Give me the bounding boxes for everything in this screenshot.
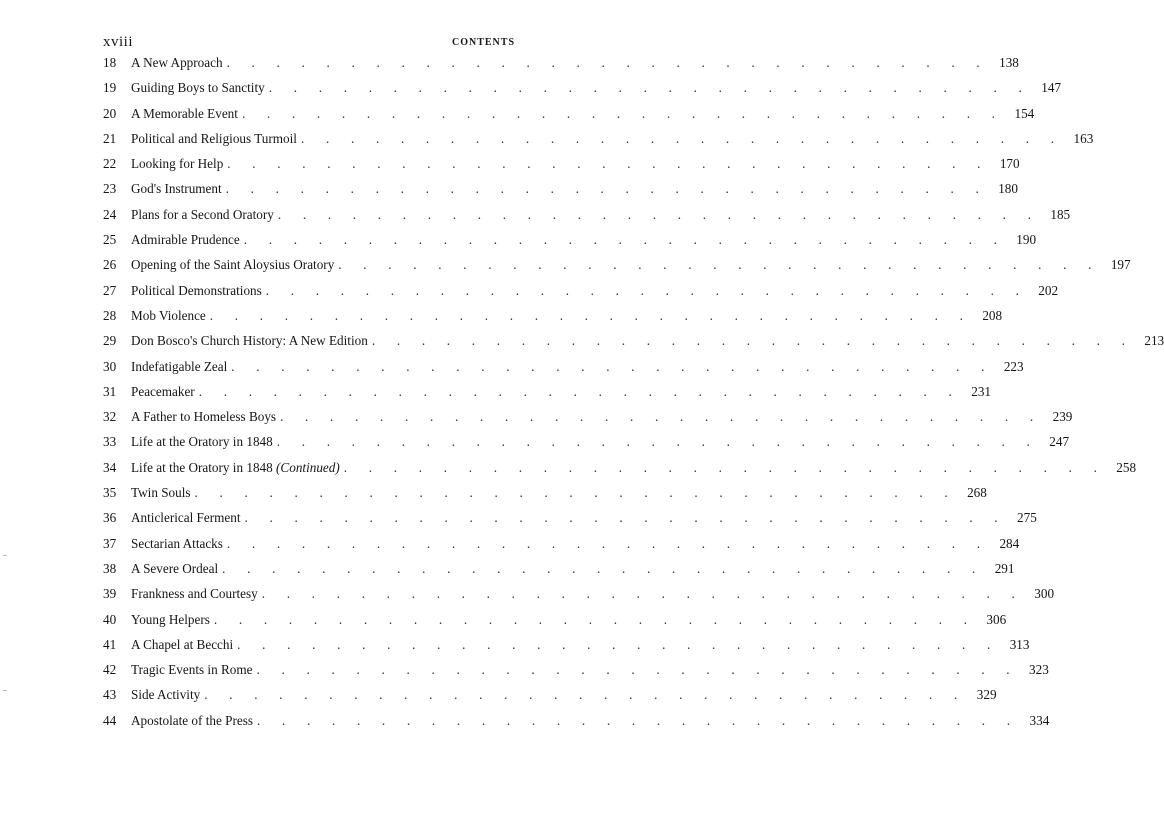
chapter-title-text: Sectarian Attacks <box>131 535 223 551</box>
dot-leader: . . . . . . . . . . . . . . . . . . . . . . . . . . . . . . . <box>343 459 1107 475</box>
dot-leader: . . . . . . . . . . . . . . . . . . . . . . . . . . . . . . . <box>204 687 967 703</box>
chapter-number: 40 <box>103 611 117 627</box>
chapter-number: 24 <box>103 206 117 222</box>
toc-entry <box>103 333 1164 358</box>
chapter-title-text: Looking for Help <box>131 156 224 172</box>
chapter-page-number: 138 <box>999 55 1019 70</box>
margin-mark <box>3 690 7 691</box>
chapter-title-text: God's Instrument <box>131 181 222 197</box>
chapter-number: 25 <box>103 232 117 248</box>
chapter-page-number: 334 <box>1029 712 1050 728</box>
toc-entry <box>103 535 1020 561</box>
toc-entry <box>103 662 1049 687</box>
toc-entry <box>103 636 1030 662</box>
chapter-title <box>131 662 253 678</box>
chapter-title-text: Frankness and Courtesy <box>131 586 258 602</box>
dot-leader: . . . . . . . . . . . . . . . . . . . . . . . . . . . . . . . <box>261 586 1025 602</box>
chapter-title-text: A New Approach <box>131 55 223 70</box>
chapter-title <box>131 333 368 349</box>
dot-leader: . . . . . . . . . . . . . . . . . . . . . . . . . . . . . . . <box>265 282 1029 298</box>
toc-entry <box>103 459 1137 485</box>
chapter-page-number: 258 <box>1116 459 1137 475</box>
chapter-title <box>131 713 253 729</box>
chapter-number: 41 <box>103 636 117 652</box>
chapter-title-text: Guiding Boys to Sanctity <box>131 80 265 96</box>
toc-entry <box>103 434 1070 459</box>
chapter-number: 38 <box>103 560 117 576</box>
chapter-number: 26 <box>103 257 117 273</box>
chapter-title <box>131 409 276 425</box>
chapter-title-text: Peacemaker <box>131 383 195 399</box>
chapter-title-text: Political Demonstrations <box>131 282 262 298</box>
chapter-page-number: 306 <box>986 611 1007 627</box>
chapter-number: 39 <box>103 586 117 602</box>
dot-leader: . . . . . . . . . . . . . . . . . . . . . . . . . . . . . . . <box>226 535 990 551</box>
chapter-title-text: Tragic Events in Rome <box>131 662 253 678</box>
chapter-number: 29 <box>103 333 117 349</box>
dot-leader: . . . . . . . . . . . . . . . . . . . . . . . . . . . . . . . <box>226 55 989 70</box>
chapter-page-number: 197 <box>1110 257 1131 273</box>
chapter-page-number: 284 <box>999 535 1020 551</box>
chapter-number: 36 <box>103 510 117 526</box>
dot-leader: . . . . . . . . . . . . . . . . . . . . . . . . . . . . . . . <box>225 181 988 197</box>
chapter-title <box>131 207 274 223</box>
chapter-page-number: 291 <box>994 560 1015 576</box>
toc-entry <box>103 560 1015 586</box>
chapter-number: 27 <box>103 282 117 298</box>
chapter-number: 23 <box>103 181 117 197</box>
chapter-title <box>131 232 240 248</box>
toc-entry <box>103 586 1055 611</box>
dot-leader: . . . . . . . . . . . . . . . . . . . . . . . . . . . . . . . <box>300 130 1064 146</box>
chapter-title-text: Life at the Oratory in 1848 <box>131 434 273 450</box>
chapter-title-text: Admirable Prudence <box>131 232 240 248</box>
chapter-title <box>131 510 241 526</box>
dot-leader: . . . . . . . . . . . . . . . . . . . . . . . . . . . . . . . <box>338 257 1101 273</box>
chapter-page-number: 147 <box>1041 80 1062 96</box>
chapter-number: 31 <box>103 383 117 399</box>
chapter-title <box>131 637 233 653</box>
chapter-title <box>131 561 218 577</box>
chapter-title-text: Mob Violence <box>131 307 206 323</box>
chapter-number: 34 <box>103 459 117 475</box>
dot-leader: . . . . . . . . . . . . . . . . . . . . . . . . . . . . . . . <box>244 510 1007 526</box>
chapter-title-text: Indefatigable Zeal <box>131 358 228 374</box>
toc-entry <box>103 307 1003 333</box>
dot-leader: . . . . . . . . . . . . . . . . . . . . . . . . . . . . . . . <box>256 662 1019 678</box>
dot-leader: . . . . . . . . . . . . . . . . . . . . . . . . . . . . . . . <box>194 485 957 501</box>
chapter-title-suffix: (Continued) <box>276 459 340 475</box>
chapter-number: 18 <box>103 55 117 70</box>
dot-leader: . . . . . . . . . . . . . . . . . . . . . . . . . . . . . . . <box>222 560 985 576</box>
chapter-page-number: 154 <box>1014 105 1035 121</box>
chapter-title <box>131 55 223 71</box>
dot-leader: . . . . . . . . . . . . . . . . . . . . . . . . . . . . . . . <box>209 307 973 323</box>
page-header <box>103 34 515 52</box>
chapter-page-number: 213 <box>1144 333 1164 349</box>
chapter-title-text: Young Helpers <box>131 611 210 627</box>
chapter-number: 28 <box>103 307 117 323</box>
chapter-title <box>131 586 258 602</box>
chapter-title <box>131 460 340 476</box>
dot-leader: . . . . . . . . . . . . . . . . . . . . . . . . . . . . . . . <box>371 333 1135 349</box>
toc-entry <box>103 358 1024 384</box>
chapter-title-text: Don Bosco's Church History: A New Edition <box>131 333 368 349</box>
chapter-page-number: 300 <box>1034 586 1055 602</box>
toc-entry <box>103 232 1037 257</box>
chapter-title <box>131 80 265 96</box>
chapter-number: 32 <box>103 409 117 425</box>
table-of-contents <box>103 55 1164 738</box>
chapter-title-text: Apostolate of the Press <box>131 712 253 728</box>
dot-leader: . . . . . . . . . . . . . . . . . . . . . . . . . . . . . . . <box>231 358 994 374</box>
chapter-title-text: Political and Religious Turmoil <box>131 130 297 146</box>
chapter-number: 20 <box>103 105 117 121</box>
chapter-title <box>131 612 210 628</box>
chapter-page-number: 275 <box>1017 510 1037 526</box>
toc-entry <box>103 130 1094 156</box>
chapter-title <box>131 536 223 552</box>
chapter-title <box>131 283 262 299</box>
chapter-number: 19 <box>103 80 117 96</box>
toc-entry <box>103 687 997 712</box>
chapter-title <box>131 434 273 450</box>
toc-entry <box>103 510 1037 535</box>
toc-entry <box>103 206 1071 232</box>
chapter-title-text: Opening of the Saint Aloysius Oratory <box>131 257 335 273</box>
chapter-title-text: A Father to Homeless Boys <box>131 409 277 425</box>
margin-mark <box>3 555 7 556</box>
toc-entry <box>103 156 1020 181</box>
chapter-number: 22 <box>103 156 117 172</box>
chapter-page-number: 329 <box>976 687 997 703</box>
toc-entry <box>103 383 992 409</box>
dot-leader: . . . . . . . . . . . . . . . . . . . . . . . . . . . . . . . <box>276 434 1040 450</box>
chapter-page-number: 190 <box>1016 232 1037 248</box>
chapter-title <box>131 687 200 703</box>
chapter-title-text: A Chapel at Becchi <box>131 636 234 652</box>
toc-entry <box>103 105 1035 131</box>
chapter-title <box>131 485 191 501</box>
dot-leader: . . . . . . . . . . . . . . . . . . . . . . . . . . . . . . . <box>243 232 1007 248</box>
chapter-page-number: 231 <box>971 383 992 399</box>
toc-entry <box>103 55 1019 80</box>
chapter-page-number: 163 <box>1073 130 1094 146</box>
dot-leader: . . . . . . . . . . . . . . . . . . . . . . . . . . . . . . . <box>198 383 962 399</box>
chapter-title-text: Life at the Oratory in 1848 <box>131 459 273 475</box>
chapter-title-text: Anticlerical Ferment <box>131 510 241 526</box>
chapter-page-number: 202 <box>1038 282 1059 298</box>
toc-entry <box>103 257 1131 282</box>
chapter-page-number: 170 <box>999 156 1020 172</box>
chapter-page-number: 268 <box>967 485 987 501</box>
dot-leader: . . . . . . . . . . . . . . . . . . . . . . . . . . . . . . . <box>280 409 1043 425</box>
chapter-page-number: 323 <box>1029 662 1049 678</box>
chapter-page-number: 208 <box>982 307 1003 323</box>
toc-entry <box>103 80 1062 105</box>
dot-leader: . . . . . . . . . . . . . . . . . . . . . . . . . . . . . . . <box>241 105 1005 121</box>
chapter-page-number: 313 <box>1009 636 1030 652</box>
chapter-title <box>131 181 222 197</box>
chapter-page-number: 223 <box>1003 358 1024 374</box>
chapter-number: 42 <box>103 662 117 678</box>
chapter-title <box>131 131 297 147</box>
running-head: CONTENTS <box>451 37 515 48</box>
dot-leader: . . . . . . . . . . . . . . . . . . . . . . . . . . . . . . . <box>227 156 990 172</box>
dot-leader: . . . . . . . . . . . . . . . . . . . . . . . . . . . . . . . <box>277 206 1041 222</box>
toc-entry <box>103 485 987 510</box>
chapter-number: 37 <box>103 535 117 551</box>
chapter-title <box>131 257 334 273</box>
page-number: xviii <box>103 34 134 50</box>
chapter-number: 35 <box>103 485 117 501</box>
chapter-number: 30 <box>103 358 117 374</box>
chapter-number: 43 <box>103 687 117 703</box>
chapter-page-number: 180 <box>998 181 1018 197</box>
dot-leader: . . . . . . . . . . . . . . . . . . . . . . . . . . . . . . . <box>256 712 1020 728</box>
chapter-number: 21 <box>103 130 117 146</box>
toc-entry <box>103 611 1007 637</box>
chapter-title-text: A Memorable Event <box>131 105 238 121</box>
chapter-title-text: A Severe Ordeal <box>131 560 219 576</box>
toc-entry <box>103 712 1050 738</box>
chapter-page-number: 239 <box>1052 409 1073 425</box>
toc-entry <box>103 282 1059 308</box>
chapter-title <box>131 384 195 400</box>
chapter-title <box>131 308 206 324</box>
chapter-page-number: 247 <box>1049 434 1070 450</box>
chapter-title <box>131 106 238 122</box>
chapter-title <box>131 359 227 375</box>
chapter-number: 33 <box>103 434 117 450</box>
toc-entry <box>103 181 1018 206</box>
chapter-title-text: Twin Souls <box>131 485 191 501</box>
chapter-title <box>131 156 223 172</box>
toc-entry <box>103 409 1073 434</box>
chapter-number: 44 <box>103 712 117 728</box>
dot-leader: . . . . . . . . . . . . . . . . . . . . . . . . . . . . . . . <box>237 636 1000 652</box>
chapter-title-text: Plans for a Second Oratory <box>131 206 274 222</box>
dot-leader: . . . . . . . . . . . . . . . . . . . . . . . . . . . . . . . <box>268 80 1032 96</box>
chapter-page-number: 185 <box>1050 206 1071 222</box>
chapter-title-text: Side Activity <box>131 687 201 703</box>
dot-leader: . . . . . . . . . . . . . . . . . . . . . . . . . . . . . . . <box>213 611 977 627</box>
